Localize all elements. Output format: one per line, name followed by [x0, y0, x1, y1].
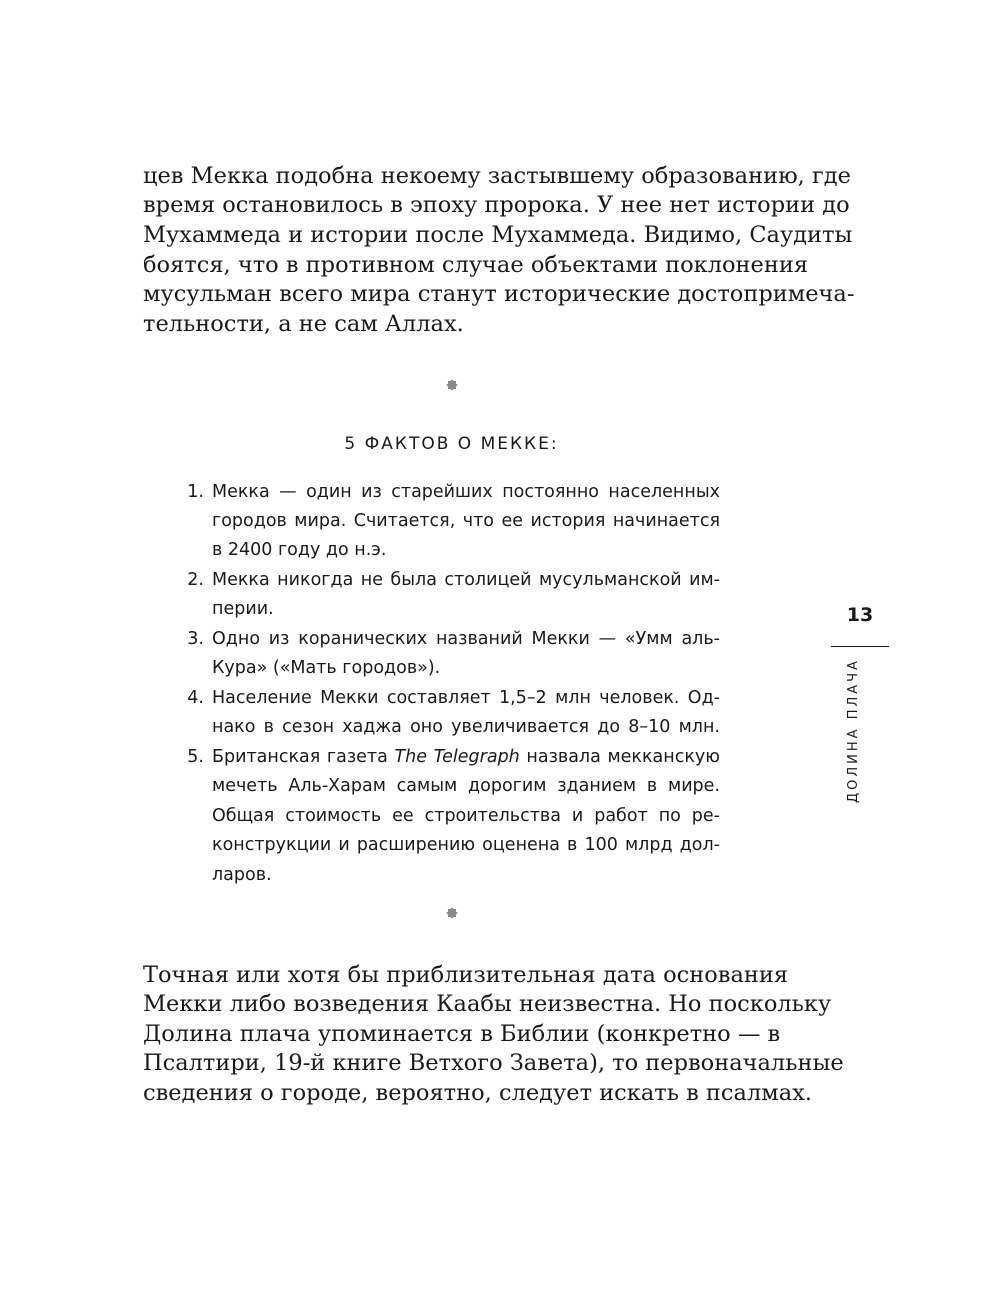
fact-line: мечеть Аль-Харам самым дорогим зданием в мире. [212, 776, 720, 796]
top-paragraph-line-6: тельности, а не сам Аллах. [143, 311, 464, 337]
fact-text-part: Британская газета [212, 747, 395, 767]
bottom-paragraph-line-1: Точная или хотя бы приблизительная дата основания [143, 962, 789, 988]
fact-line: Население Мекки составляет 1,5–2 млн человек. Од- [212, 688, 720, 708]
fact-line: городов мира. Считается, что ее история начинается [212, 511, 720, 531]
fact-number: 3. [187, 629, 204, 649]
fact-number: 4. [187, 688, 204, 708]
fact-line: Мекка — один из старейших постоянно населенных [212, 482, 720, 502]
top-paragraph-line-2: время остановилось в эпоху пророка. У нее нет истории до [143, 192, 850, 218]
facts-heading: 5 ФАКТОВ О МЕККЕ: [344, 434, 559, 454]
fact-line: нако в сезон хаджа оно увеличивается до 8–10 млн. [212, 717, 720, 737]
fact-line: в 2400 году до н.э. [212, 540, 387, 560]
page-number: 13 [846, 604, 874, 626]
bottom-paragraph-line-3: Долина плача упоминается в Библии (конкретно — в [143, 1021, 781, 1047]
fact-line: перии. [212, 599, 274, 619]
top-paragraph-line-5: мусульман всего мира станут исторические достопримеча- [143, 281, 855, 307]
fact-line: конструкции и расширению оценена в 100 млрд дол- [212, 835, 720, 855]
bottom-paragraph-line-4: Псалтири, 19-й книге Ветхого Завета), то первоначальные [143, 1050, 844, 1076]
section-ornament-icon [445, 906, 459, 920]
fact-line [212, 747, 720, 767]
fact-line: Мекка никогда не была столицей мусульманской им- [212, 570, 720, 590]
fact-line: Кура» («Мать городов»). [212, 658, 441, 678]
fact-line: Одно из коранических названий Мекки — «Умм аль- [212, 629, 720, 649]
top-paragraph-line-3: Мухаммеда и истории после Мухаммеда. Видимо, Саудиты [143, 222, 853, 248]
fact-line: ларов. [212, 865, 272, 885]
newspaper-title: The Telegraph [394, 747, 520, 767]
running-head: ДОЛИНА ПЛАЧА [846, 658, 861, 803]
top-paragraph-line-4: боятся, что в противном случае объектами поклонения [143, 252, 809, 278]
fact-number: 2. [187, 570, 204, 590]
section-ornament-icon [445, 378, 459, 392]
top-paragraph-line-1: цев Мекка подобна некоему застывшему образованию, где [143, 163, 851, 189]
folio-divider [831, 646, 889, 647]
fact-text-part: назвала мекканскую [519, 747, 720, 767]
bottom-paragraph-line-2: Мекки либо возведения Каабы неизвестна. Но поскольку [143, 991, 832, 1017]
bottom-paragraph-line-5: сведения о городе, вероятно, следует искать в псалмах. [143, 1080, 812, 1106]
fact-number: 1. [187, 482, 204, 502]
fact-line: Общая стоимость ее строительства и работ по ре- [212, 806, 720, 826]
fact-number: 5. [187, 747, 204, 767]
